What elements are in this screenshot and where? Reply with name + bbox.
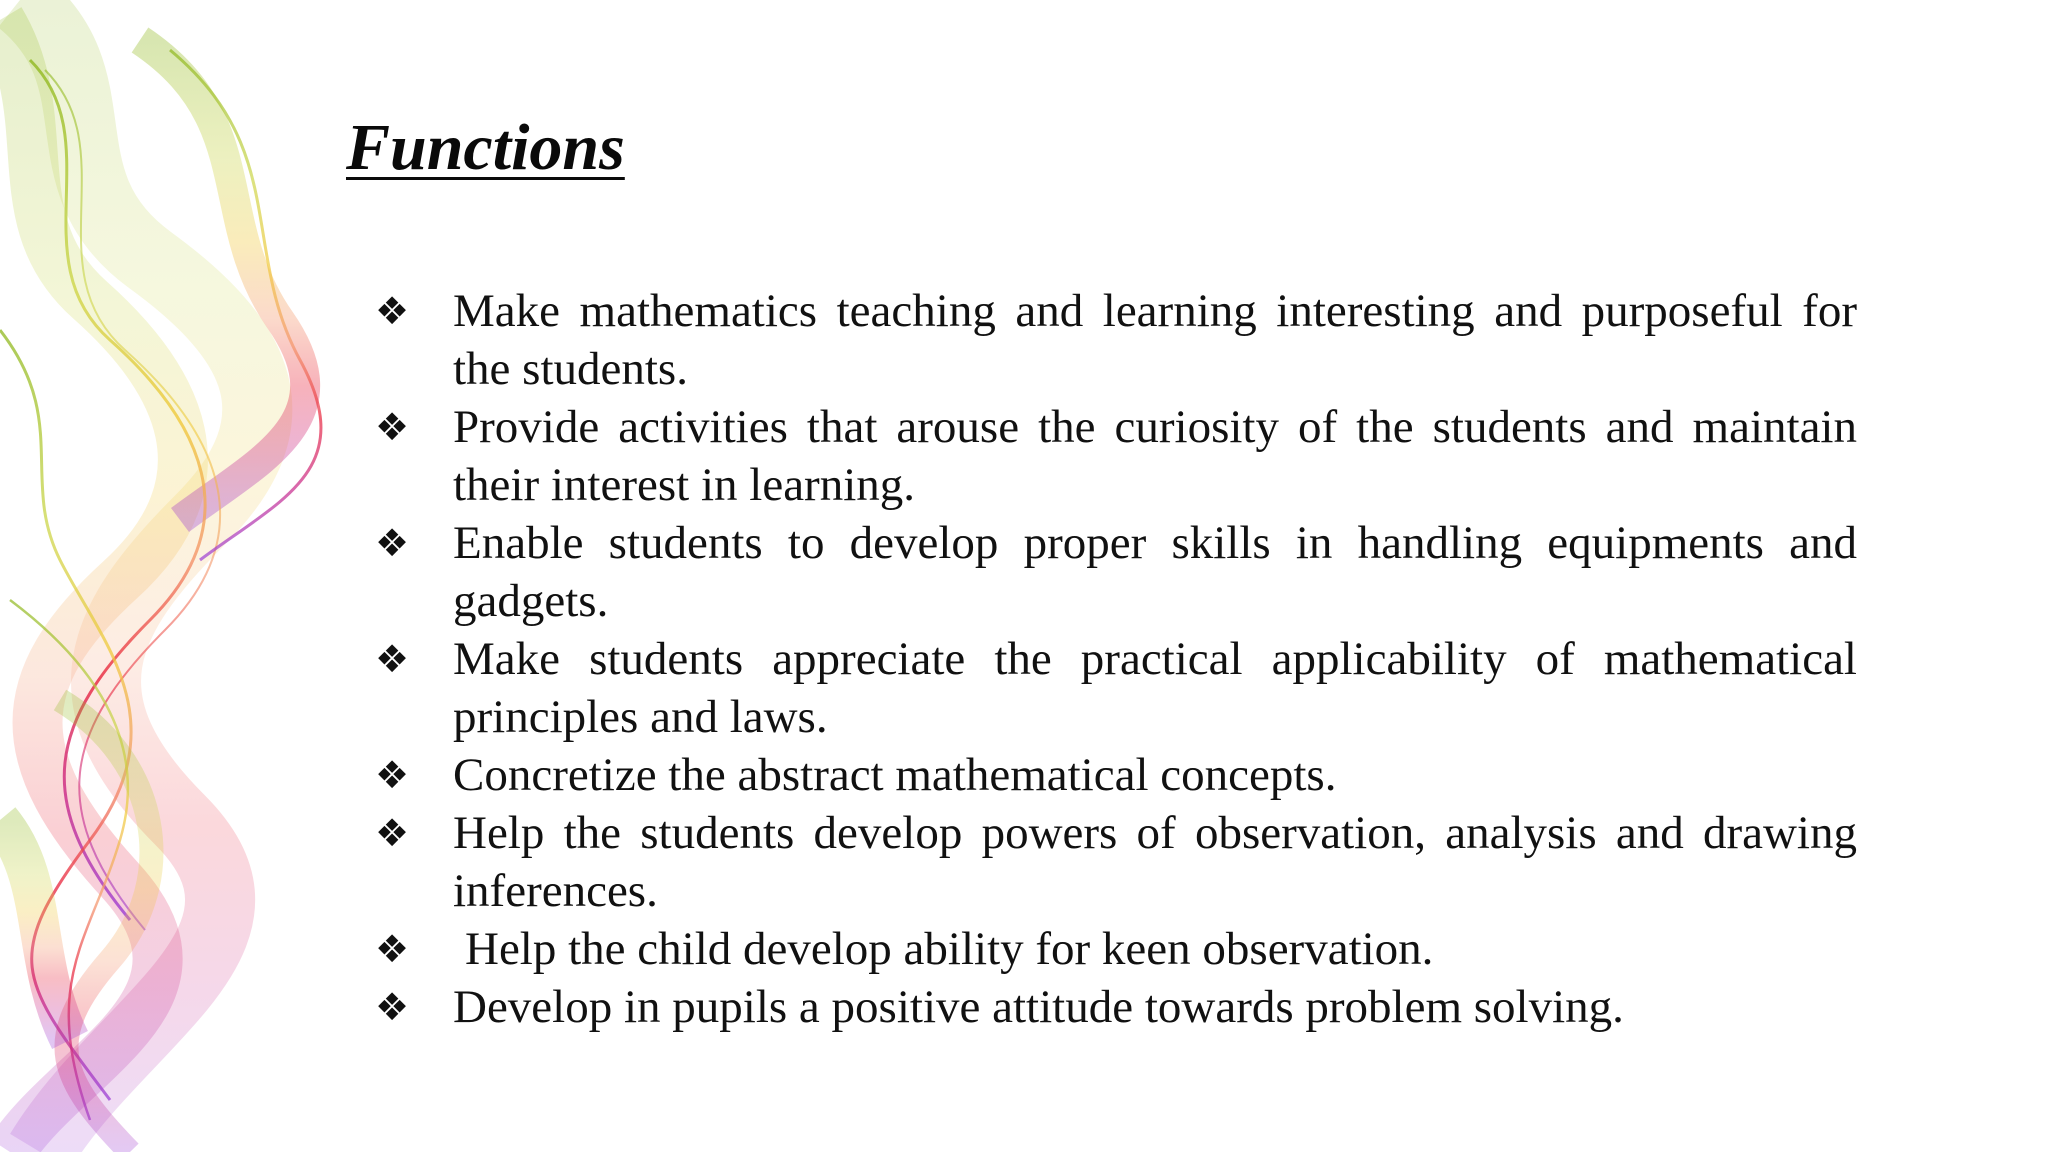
diamond-bullet-icon: ❖ bbox=[375, 521, 410, 565]
bullet-text: Help the child develop ability for keen observation. bbox=[465, 923, 1434, 975]
diamond-bullet-icon: ❖ bbox=[375, 753, 410, 797]
list-item bbox=[375, 630, 1857, 746]
diamond-bullet-icon: ❖ bbox=[375, 985, 410, 1029]
list-item bbox=[375, 282, 1857, 398]
list-item bbox=[375, 514, 1857, 630]
bullet-text: Help the students develop powers of observation, analysis and drawing inferences. bbox=[453, 807, 1857, 917]
bullet-list bbox=[375, 282, 1857, 1036]
list-item bbox=[375, 978, 1857, 1036]
bullet-text: Provide activities that arouse the curiosity of the students and maintain their interest in learning. bbox=[453, 401, 1857, 511]
bullet-text: Make mathematics teaching and learning interesting and purposeful for the students. bbox=[453, 285, 1857, 395]
list-item bbox=[375, 920, 1857, 978]
bullet-text: Make students appreciate the practical applicability of mathematical principles and laws. bbox=[453, 633, 1857, 743]
diamond-bullet-icon: ❖ bbox=[375, 811, 410, 855]
diamond-bullet-icon: ❖ bbox=[375, 927, 410, 971]
bullet-text: Develop in pupils a positive attitude towards problem solving. bbox=[453, 981, 1624, 1033]
decorative-smoke-graphic bbox=[0, 0, 340, 1152]
diamond-bullet-icon: ❖ bbox=[375, 637, 410, 681]
bullet-text: Enable students to develop proper skills in handling equipments and gadgets. bbox=[453, 517, 1857, 627]
list-item bbox=[375, 746, 1857, 804]
bullet-text: Concretize the abstract mathematical concepts. bbox=[453, 749, 1337, 801]
list-item bbox=[375, 804, 1857, 920]
slide-title: Functions bbox=[346, 111, 625, 184]
diamond-bullet-icon: ❖ bbox=[375, 405, 410, 449]
diamond-bullet-icon: ❖ bbox=[375, 289, 410, 333]
list-item bbox=[375, 398, 1857, 514]
